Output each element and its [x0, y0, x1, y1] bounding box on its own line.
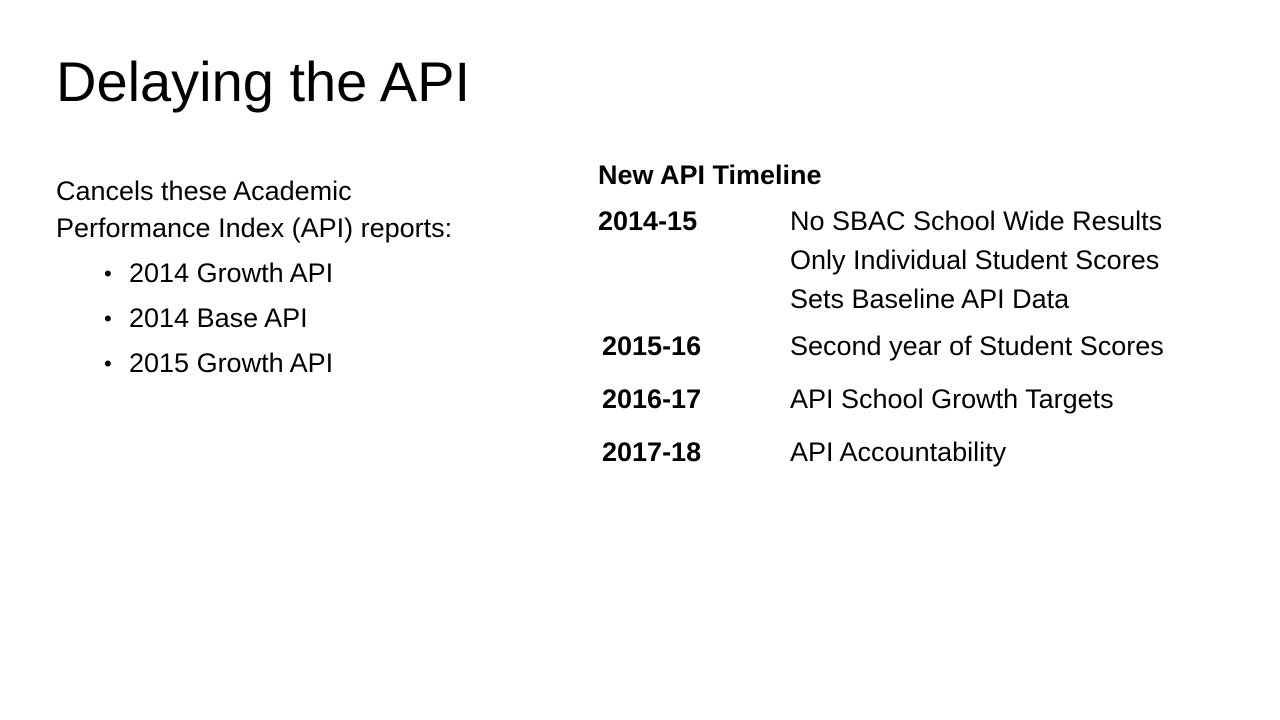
- list-item-label: 2015 Growth API: [129, 348, 334, 378]
- timeline-detail-line: Sets Baseline API Data: [790, 284, 1070, 314]
- timeline-detail-line: Second year of Student Scores: [790, 331, 1164, 361]
- cancelled-reports-section: [56, 173, 476, 386]
- timeline-detail-line: API Accountability: [790, 437, 1007, 467]
- timeline-details: [790, 327, 1268, 366]
- timeline-row: [598, 202, 1268, 319]
- timeline-year: 2016-17: [602, 384, 702, 414]
- list-item: [104, 296, 476, 341]
- list-item: [104, 251, 476, 296]
- timeline-details: [790, 380, 1268, 419]
- timeline-details: [790, 202, 1268, 319]
- cancelled-reports-intro: Cancels these Academic Performance Index (API) reports:: [56, 176, 453, 243]
- timeline-year: 2015-16: [602, 331, 702, 361]
- list-item: [104, 341, 476, 386]
- timeline-section: [598, 152, 1268, 472]
- timeline-detail-line: Only Individual Student Scores: [790, 245, 1160, 275]
- timeline-row: [598, 433, 1268, 472]
- timeline-detail-line: No SBAC School Wide Results: [790, 206, 1163, 236]
- bullet-icon: •: [104, 261, 112, 286]
- timeline-year: 2014-15: [598, 206, 698, 236]
- timeline-row: [598, 380, 1268, 419]
- timeline-detail-line: API School Growth Targets: [790, 384, 1114, 414]
- cancelled-reports-list: [56, 251, 476, 386]
- list-item-label: 2014 Base API: [129, 303, 308, 333]
- timeline-details: [790, 433, 1268, 472]
- timeline-year: 2017-18: [602, 437, 702, 467]
- list-item-label: 2014 Growth API: [129, 258, 334, 288]
- timeline-heading: New API Timeline: [598, 160, 822, 190]
- bullet-icon: •: [104, 306, 112, 331]
- slide-title: Delaying the API: [56, 50, 471, 113]
- bullet-icon: •: [104, 351, 112, 376]
- timeline-row: [598, 327, 1268, 366]
